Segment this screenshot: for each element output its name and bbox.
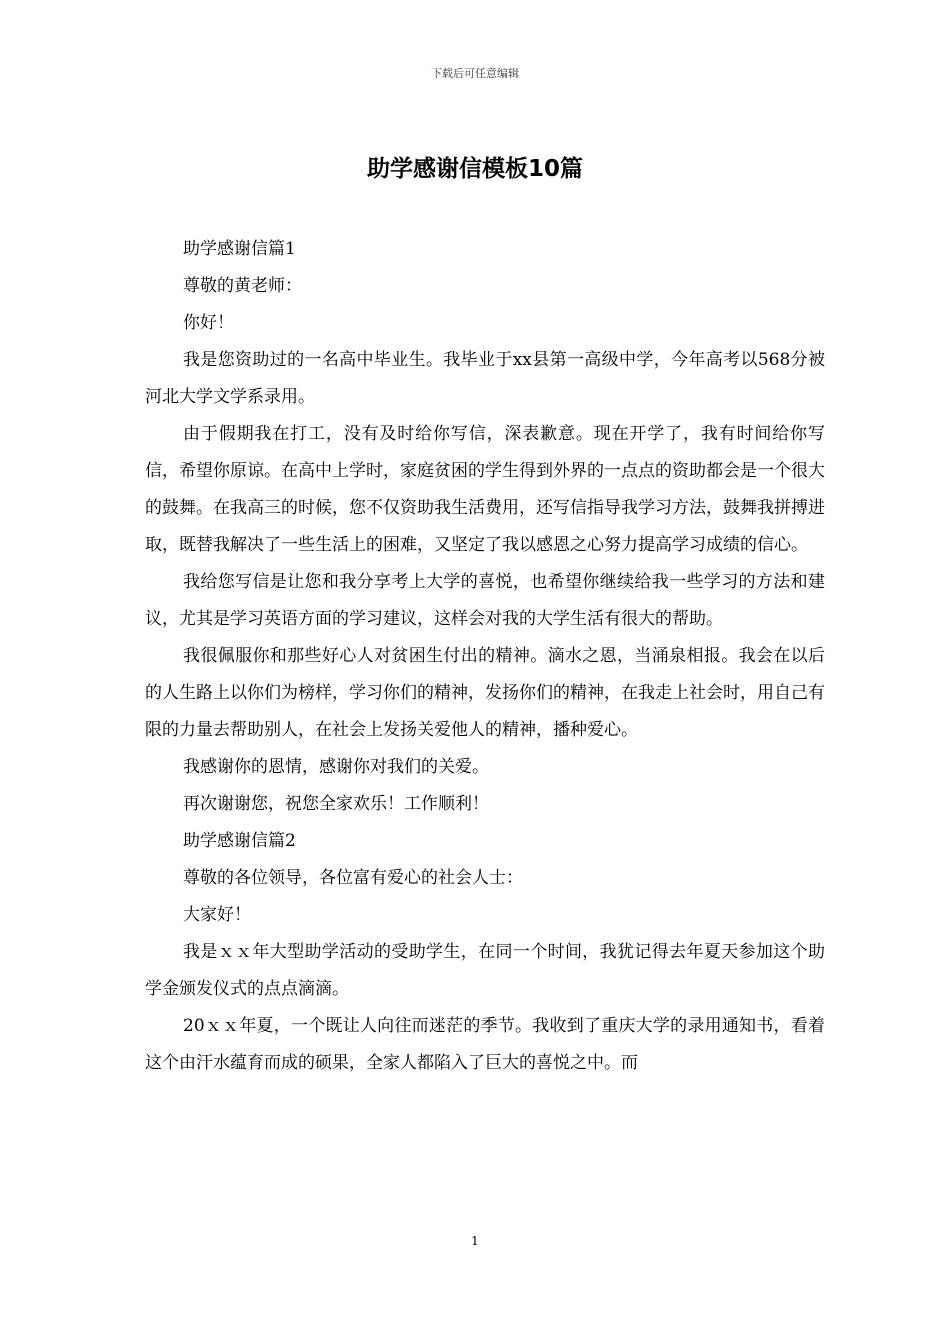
body-paragraph: 再次谢谢您，祝您全家欢乐！工作顺利！ [183,794,489,814]
body-paragraph: 我是您资助过的一名高中毕业生。我毕业于xx县第一高级中学，今年高考以568分被河北大学文学系录用。 [145,350,825,407]
body-paragraph: 我感谢你的恩情，感谢你对我们的关爱。 [183,757,489,777]
section-heading: 助学感谢信篇1 [183,239,296,259]
section-heading: 助学感谢信篇2 [183,831,296,851]
body-paragraph: 我很佩服你和那些好心人对贫困生付出的精神。滴水之恩，当涌泉相报。我会在以后的人生路上以你们为榜样，学习你们的精神，发扬你们的精神，在我走上社会时，用自己有限的力量去帮助别人，在社会上发扬关爱他人的精神，播种爱心。 [145,646,825,740]
salutation: 尊敬的各位领导，各位富有爱心的社会人士： [183,868,523,888]
body-paragraph: 我给您写信是让您和我分享考上大学的喜悦，也希望你继续给我一些学习的方法和建议，尤其是学习英语方面的学习建议，这样会对我的大学生活有很大的帮助。 [145,572,825,629]
body-paragraph: 由于假期我在打工，没有及时给你写信，深表歉意。现在开学了，我有时间给你写信，希望你原谅。在高中上学时，家庭贫困的学生得到外界的一点点的资助都会是一个很大的鼓舞。在我高三的时候，您不仅资助我生活费用，还写信指导我学习方法，鼓舞我拼搏进取，既替我解决了一些生活上的困难，又坚定了我以感恩之心努力提高学习成绩的信心。 [145,424,825,555]
body-paragraph: 我是ｘｘ年大型助学活动的受助学生，在同一个时间，我犹记得去年夏天参加这个助学金颁发仪式的点点滴滴。 [145,942,825,999]
body-paragraph: 20ｘｘ年夏，一个既让人向往而迷茫的季节。我收到了重庆大学的录用通知书，看着这个由汗水蕴育而成的硕果，全家人都陷入了巨大的喜悦之中。而 [145,1016,825,1073]
document-body [145,231,825,1082]
greeting: 大家好！ [183,905,251,925]
greeting: 你好！ [183,313,234,333]
page-number: 1 [471,1234,479,1248]
document-title: 助学感谢信模板10篇 [366,156,583,182]
header-note: 下载后可任意编辑 [431,67,519,80]
salutation: 尊敬的黄老师： [183,276,302,296]
